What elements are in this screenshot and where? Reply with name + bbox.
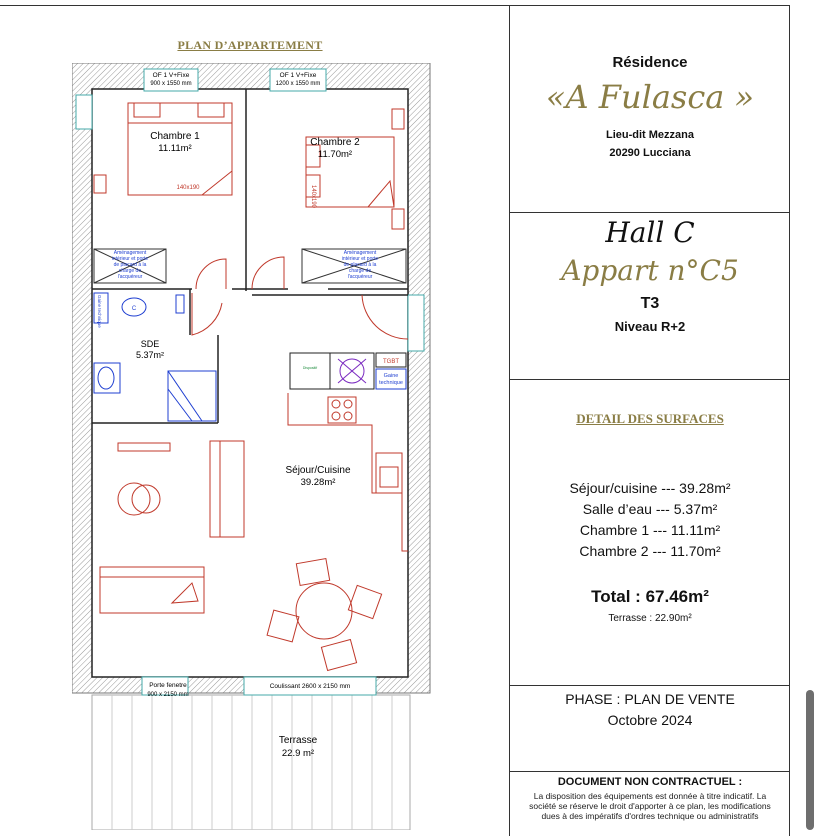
tgbt-label: TGBT: [383, 359, 399, 365]
tech-cabinet-1: [290, 353, 330, 389]
divider-1: [510, 212, 790, 213]
surface-total: Total : 67.46m²: [591, 587, 709, 606]
chambre-2-bed-size: 140x190: [310, 185, 316, 209]
sejour-name: Séjour/Cuisine: [285, 465, 351, 476]
residence-name: «A Fulasca »: [545, 78, 755, 116]
window-1-label: OF 1 V+Fixe: [152, 72, 190, 79]
side-window-right: [408, 295, 424, 351]
window-1-size: 900 x 1550 mm: [150, 81, 192, 87]
closet-1-text-1: Aménagement: [113, 250, 147, 256]
surface-salle-eau: Salle d’eau --- 5.37m²: [582, 501, 718, 517]
closet-2-text-5: l'acquéreur: [347, 274, 373, 280]
closet-2-text-3: de placard à la: [343, 262, 377, 268]
closet-1-text-5: l'acquéreur: [117, 274, 143, 280]
residence-label: Résidence: [612, 54, 688, 71]
porte-fenetre-label: Porte fenetre: [149, 682, 187, 689]
window-2-label: OF 1 V+Fixe: [279, 72, 317, 79]
unit-level: Niveau R+2: [614, 319, 686, 334]
sde-area: 5.37m²: [135, 350, 165, 360]
disclaimer-text: La disposition des équipements est donnée à titre indicatif. La société se réserve le droit d'apporter à ce plan, les modifications dues à des impératifs d'ordres technique ou administratifs: [529, 791, 771, 821]
closet-2-text-2: intérieur et porte: [341, 256, 379, 262]
divider-3: [510, 685, 790, 686]
address-line-1: Lieu-dit Mezzana: [605, 129, 694, 141]
tech-cabinet-1-text: Dispositif: [302, 366, 318, 370]
surface-sejour: Séjour/cuisine --- 39.28m²: [569, 480, 731, 496]
vertical-scrollbar[interactable]: [806, 690, 814, 830]
closet-1-text-3: de placard à la: [113, 262, 147, 268]
surfaces-title: DETAIL DES SURFACES: [576, 411, 724, 426]
closet-2-text-1: Aménagement: [343, 250, 377, 256]
terrasse-area: 22.9 m²: [281, 748, 315, 759]
terrasse-name: Terrasse: [278, 735, 318, 746]
sejour-area: 39.28m²: [300, 477, 336, 488]
divider-2: [510, 379, 790, 380]
disclaimer-title: DOCUMENT NON CONTRACTUEL :: [557, 776, 743, 788]
chambre-1-name: Chambre 1: [150, 131, 200, 142]
gaine-label: Gaine: [383, 373, 399, 379]
phase-date: Octobre 2024: [607, 712, 693, 728]
plan-title: PLAN D’APPARTEMENT: [177, 38, 323, 52]
sde-name: SDE: [140, 339, 160, 349]
closet-2-text-4: charge de: [348, 268, 372, 274]
address-line-2: 20290 Lucciana: [609, 147, 691, 159]
chambre-2-area: 11.70m²: [317, 149, 353, 160]
side-window-left: [76, 95, 92, 129]
phase-label: PHASE : PLAN DE VENTE: [565, 691, 735, 707]
hall-label: Hall C: [605, 216, 695, 249]
chambre-1-area: 11.11m²: [158, 143, 192, 154]
floor-plan: [72, 63, 432, 830]
terrace: [92, 695, 410, 830]
coulissant-label: Coulissant 2600 x 2150 mm: [269, 683, 351, 690]
closet-1-text-4: charge de: [118, 268, 142, 274]
porte-fenetre-size: 900 x 2150 mm: [147, 692, 189, 698]
gaine-box: [376, 369, 406, 389]
chambre-1-bed-size: 140x190: [176, 185, 200, 191]
closet-1-text-2: intérieur et porte: [111, 256, 149, 262]
unit-type: T3: [640, 295, 660, 312]
surface-chambre-2: Chambre 2 --- 11.70m²: [579, 543, 721, 559]
surface-terrasse: Terrasse : 22.90m²: [608, 613, 692, 624]
toilet-label: C: [131, 306, 137, 312]
chambre-2-name: Chambre 2: [310, 137, 360, 148]
window-2-size: 1200 x 1550 mm: [275, 81, 321, 87]
surface-chambre-1: Chambre 1 --- 11.11m²: [579, 522, 721, 538]
technique-label: technique: [379, 380, 403, 386]
divider-4: [510, 771, 790, 772]
appart-number: Appart n°C5: [561, 254, 739, 287]
gaine-technique-sde-label: Gaine technique: [97, 295, 102, 328]
interior: [92, 89, 408, 677]
